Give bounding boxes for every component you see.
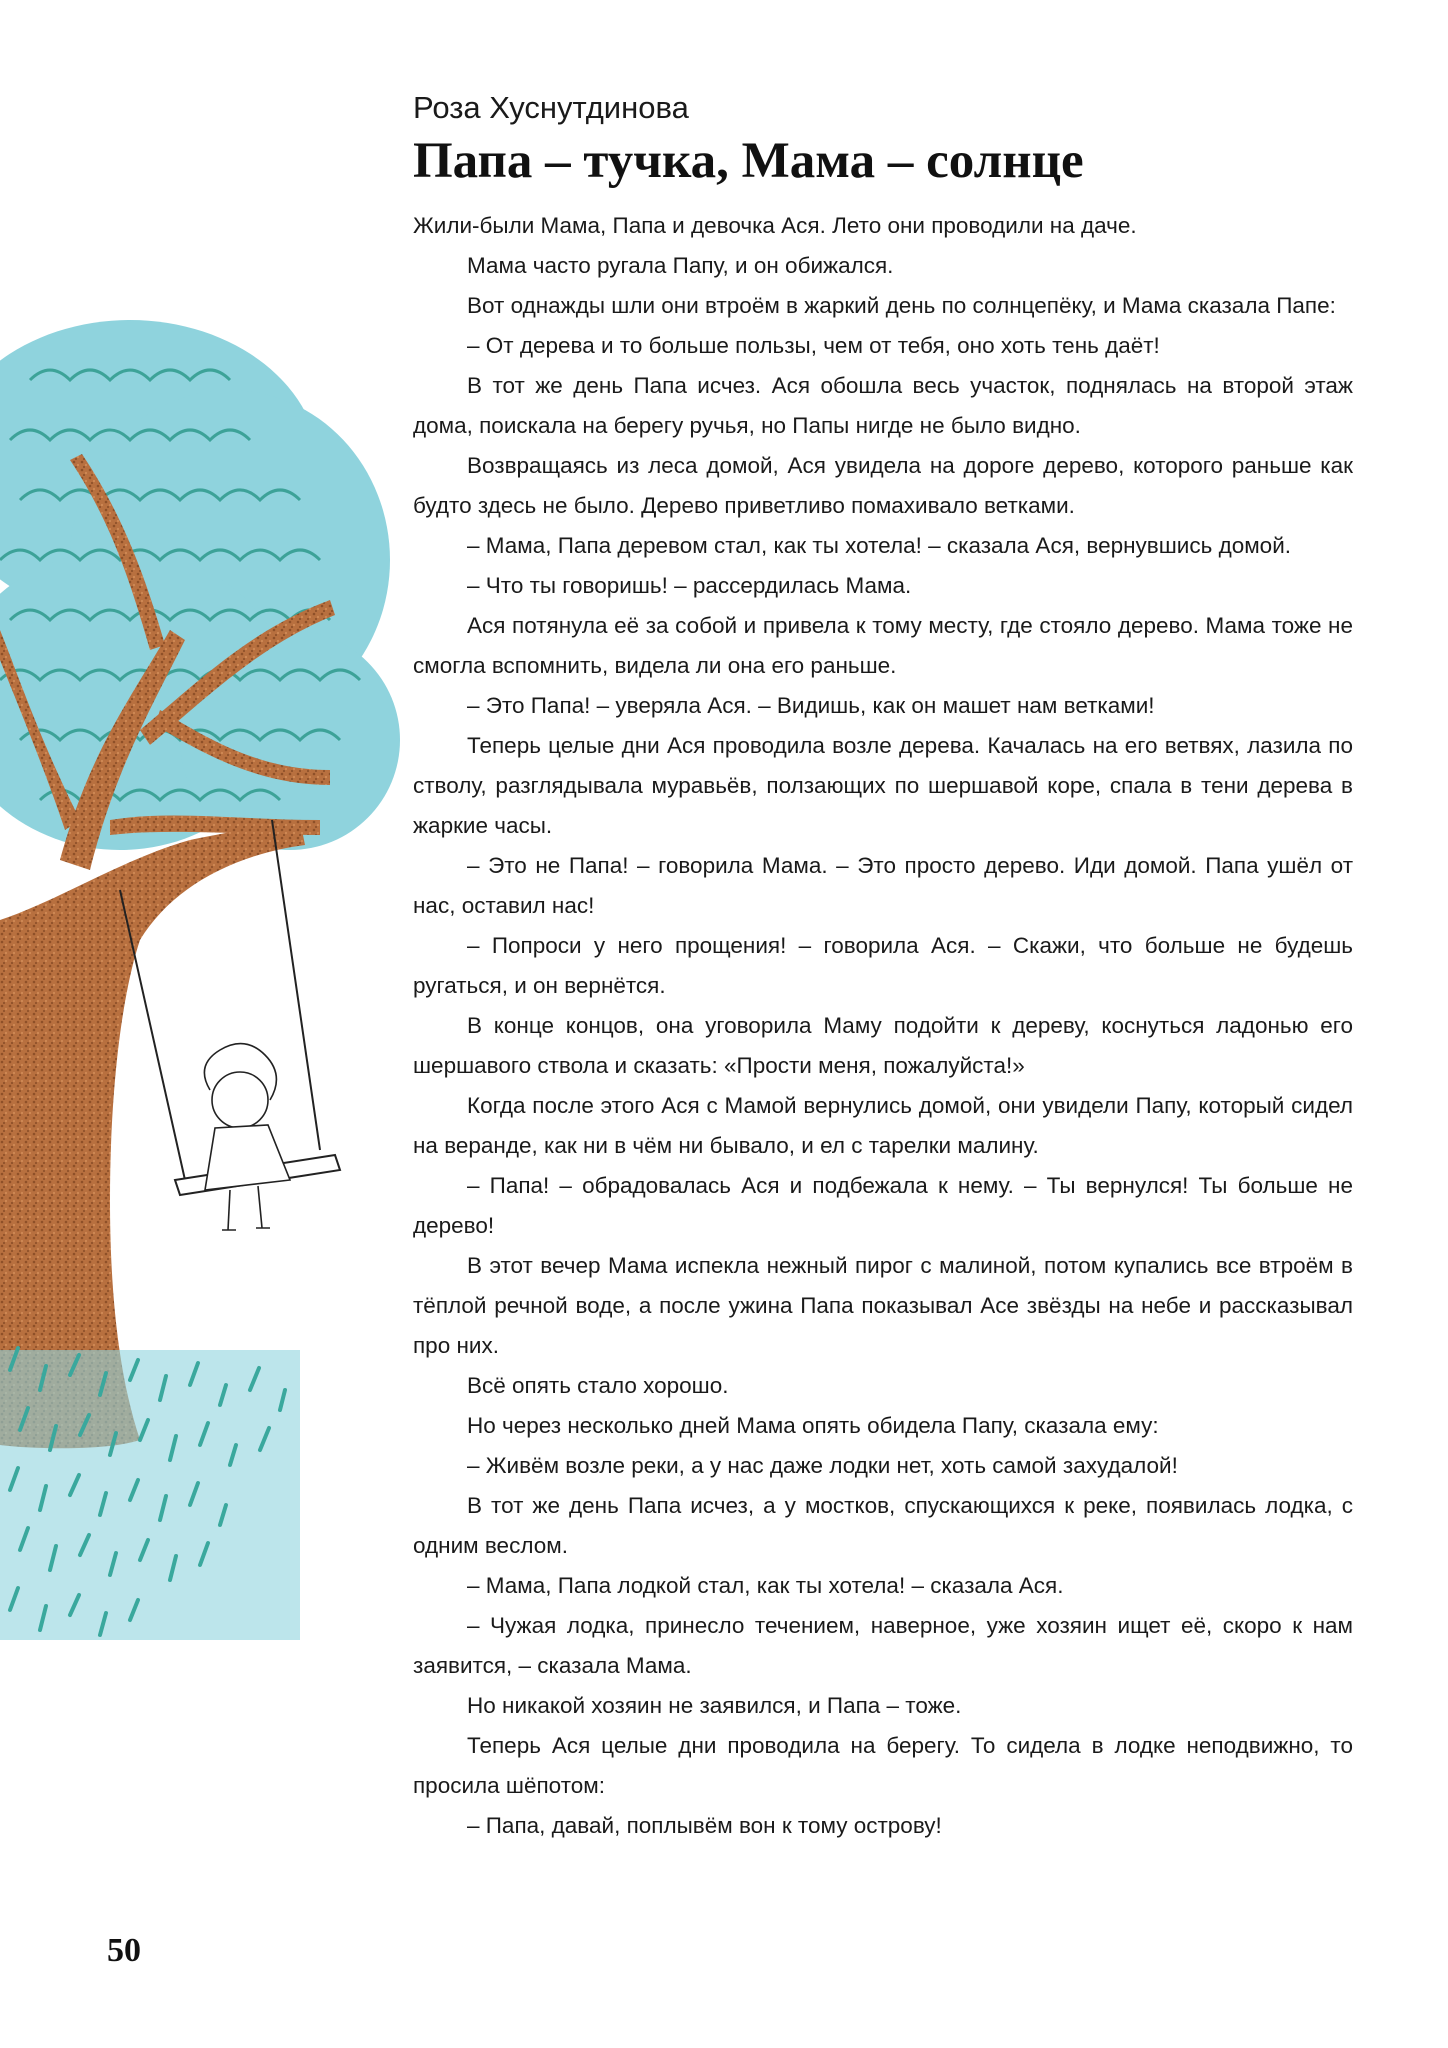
story-paragraph: – Живём возле реки, а у нас даже лодки нет, хоть самой захудалой! bbox=[467, 1453, 1178, 1478]
story-paragraph: – Что ты говоришь! – рассердилась Мама. bbox=[467, 573, 912, 598]
author-name: Роза Хуснутдинова bbox=[413, 90, 689, 125]
story-paragraph: – Попроси у него прощения! – говорила Ася. – Скажи, что больше не будешь ругаться, и он вернётся. bbox=[413, 933, 1353, 998]
story-paragraph: – Чужая лодка, принесло течением, наверное, уже хозяин ищет её, скоро к нам заявится, – сказала Мама. bbox=[413, 1613, 1353, 1678]
story-paragraph: – Это не Папа! – говорила Мама. – Это просто дерево. Иди домой. Папа ушёл от нас, оставил нас! bbox=[413, 853, 1353, 918]
story-paragraph: Жили-были Мама, Папа и девочка Ася. Лето они проводили на даче. bbox=[413, 213, 1137, 238]
page-number: 50 bbox=[107, 1932, 141, 1969]
story-paragraph: В тот же день Папа исчез, а у мостков, спускающихся к реке, появилась лодка, с одним веслом. bbox=[413, 1493, 1353, 1558]
story-paragraph: В конце концов, она уговорила Маму подойти к дереву, коснуться ладонью его шершавого ствола и сказать: «Прости меня, пожалуйста!» bbox=[413, 1013, 1353, 1078]
story-paragraph: Теперь целые дни Ася проводила возле дерева. Качалась на его ветвях, лазила по стволу, разглядывала муравьёв, ползающих по шершавой коре, спала в тени дерева в жаркие часы. bbox=[413, 733, 1353, 838]
story-paragraph: – От дерева и то больше пользы, чем от тебя, оно хоть тень даёт! bbox=[467, 333, 1160, 358]
story-paragraph: Когда после этого Ася с Мамой вернулись домой, они увидели Папу, который сидел на веранде, как ни в чём ни бывало, и ел с тарелки малину. bbox=[413, 1093, 1353, 1158]
story-paragraph: Всё опять стало хорошо. bbox=[467, 1373, 729, 1398]
tree-foliage-icon bbox=[0, 320, 400, 850]
story-paragraph: Но через несколько дней Мама опять обидела Папу, сказала ему: bbox=[467, 1413, 1159, 1438]
story-paragraph: Но никакой хозяин не заявился, и Папа – тоже. bbox=[467, 1693, 962, 1718]
story-paragraph: – Это Папа! – уверяла Ася. – Видишь, как он машет нам ветками! bbox=[467, 693, 1155, 718]
story-text bbox=[413, 206, 1353, 1846]
story-column bbox=[413, 80, 1353, 1846]
story-paragraph: Вот однажды шли они втроём в жаркий день по солнцепёку, и Мама сказала Папе: bbox=[467, 293, 1336, 318]
story-paragraph: – Мама, Папа деревом стал, как ты хотела! – сказала Ася, вернувшись домой. bbox=[467, 533, 1292, 558]
story-paragraph: В тот же день Папа исчез. Ася обошла весь участок, поднялась на второй этаж дома, поискала на берегу ручья, но Папы нигде не было видно. bbox=[413, 373, 1353, 438]
story-paragraph: Ася потянула её за собой и привела к тому месту, где стояло дерево. Мама тоже не смогла вспомнить, видела ли она его раньше. bbox=[413, 613, 1353, 678]
story-paragraph: – Папа! – обрадовалась Ася и подбежала к нему. – Ты вернулся! Ты больше не дерево! bbox=[413, 1173, 1353, 1238]
story-paragraph: Мама часто ругала Папу, и он обижался. bbox=[467, 253, 894, 278]
grass-icon bbox=[0, 1348, 300, 1640]
girl-icon bbox=[204, 1044, 290, 1230]
story-paragraph: Возвращаясь из леса домой, Ася увидела на дороге дерево, которого раньше как будто здесь не было. Дерево приветливо помахивало ветками. bbox=[413, 453, 1353, 518]
story-paragraph: В этот вечер Мама испекла нежный пирог с малиной, потом купались все втроём в тёплой речной воде, а после ужина Папа показывал Асе звёзды на небе и рассказывал про них. bbox=[413, 1253, 1353, 1358]
story-title: Папа – тучка, Мама – солнце bbox=[413, 133, 1084, 189]
tree-illustration bbox=[0, 300, 430, 1660]
story-paragraph: – Папа, давай, поплывём вон к тому острову! bbox=[467, 1813, 942, 1838]
story-paragraph: Теперь Ася целые дни проводила на берегу. То сидела в лодке неподвижно, то просила шёпотом: bbox=[413, 1733, 1353, 1798]
story-paragraph: – Мама, Папа лодкой стал, как ты хотела! – сказала Ася. bbox=[467, 1573, 1064, 1598]
